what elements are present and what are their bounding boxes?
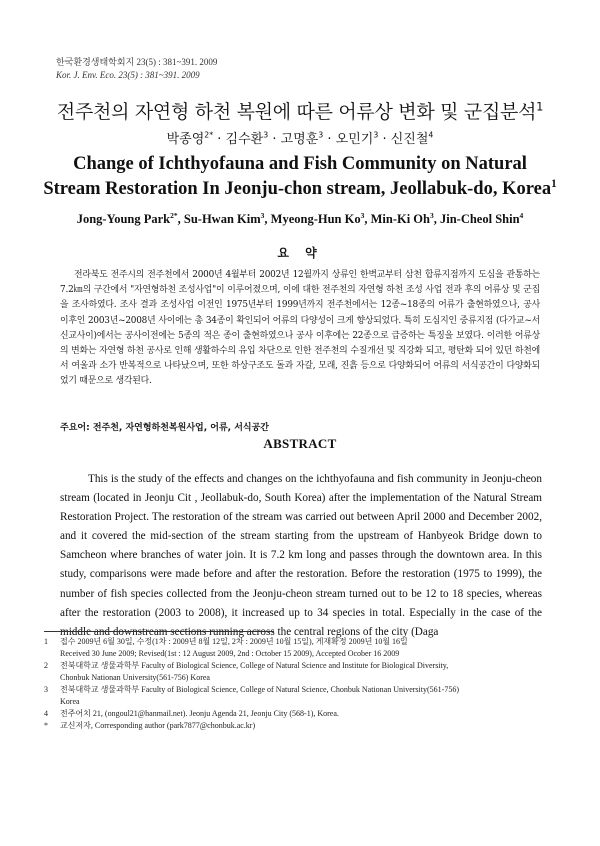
footnote (44, 708, 554, 720)
english-author-affiliation-mark: 2* (170, 210, 178, 220)
english-author-name: Myeong-Hun Ko (270, 212, 361, 226)
english-title-line-1: Change of Ichthyofauna and Fish Community on Natural (73, 154, 527, 174)
korean-title-footnote-mark: 1 (536, 99, 544, 114)
footnote-text (60, 720, 554, 732)
korean-author-name: 신진철 (390, 132, 429, 147)
english-author-affiliation-mark: 3 (260, 210, 265, 220)
footnote-line: 전북대학교 생물과학부 Faculty of Biological Science, College of Natural Science and Institute for Biological Diversity, (60, 661, 449, 670)
korean-authors (40, 128, 560, 147)
english-author-affiliation-mark: 3 (360, 210, 365, 220)
korean-author-name: 오민기 (335, 132, 374, 147)
korean-author-affiliation-mark: 4 (428, 130, 434, 140)
footnote-line: Korea (60, 697, 80, 706)
korean-author-name: 고명훈 (280, 132, 319, 147)
journal-citation-korean: 한국환경생태학회지 23(5) : 381~391. 2009 (56, 57, 218, 67)
korean-author-affiliation-mark: 2* (204, 130, 214, 140)
keywords (60, 420, 269, 433)
abstract-heading: ABSTRACT (263, 436, 337, 451)
footnote-line: Chonbuk Nationan University(561-756) Korea (60, 673, 210, 682)
footnote (44, 720, 554, 732)
english-title-footnote-mark: 1 (551, 177, 557, 190)
keywords-label: 주요어: (60, 423, 90, 433)
korean-author-affiliation-mark: 3 (263, 130, 269, 140)
english-author-separator: , (433, 212, 440, 226)
english-author-name: Su-Hwan Kim (183, 212, 261, 226)
keywords-text: 전주천, 자연형하천복원사업, 어류, 서식공간 (92, 423, 269, 433)
english-title (30, 152, 570, 202)
footnote (44, 660, 554, 684)
korean-author-name: 박종영 (166, 132, 205, 147)
footnote (44, 684, 554, 708)
korean-abstract-text: 전라북도 전주시의 전주천에서 2000년 4월부터 2002년 12월까지 상류인 한벽교부터 삼천 합류지점까지 도심을 관통하는 7.2㎞의 구간에서 "자연형하천 조성사업"이 이루어졌으며, 이에 대한 전주천의 자연형 하천 조성 사업 전과 후의 어류상 및 군집을 조사하였다. 조사 결과 조성사업 이전인 1975년부터 1999년까지 전주천에서는 12종~18종의 어류가 출현하였으나, 공사 이후인 2003년~2008년 사이에는 총 34종이 확인되어 어류의 다양성이 크게 향상되었다. 특히 도심지인 중류지점 (다가교~서신교사이)에서는 공사이전에는 5종의 적은 종이 출현하였으나 공사 이후에는 22종으로 급증하는 특징을 보였다. 이러한 어류상의 변화는 자연형 하천 공사로 인해 생활하수의 유입 차단으로 인한 전주천의 수질개선 및 직강화 되고, 평탄화 되어 있던 하천에서 여울과 소가 반복적으로 나타났으며, 또한 하상구조도 돌과 자갈, 모래, 진흙 등으로 다양화되어 어류의 서식공간이 다양화되었기 때문으로 생각된다. (60, 270, 540, 387)
english-title-line-2-text: Stream Restoration In Jeonju-chon stream, Jeollabuk-do, Korea (43, 179, 552, 199)
english-author-name: Jong-Young Park (76, 212, 171, 226)
english-abstract-text: This is the study of the effects and changes on the ichthyofauna and fish community in Jeonju-cheon stream (located in Jeonju Cit , Jeollabuk-do, South Korea) after the implementation of the Natural Stream Restoration Project. The restoration of the stream was carried out between April 2000 and December 2002, and it covered the mid-section of the stream starting from the upstream of Hanbyeok Bridge down to Samcheon where branches of water join. It is 7.2 km long and passes through the downtown area. In this study, comparisons were made before and after the restoration. Before the restoration (1975 to 1999), the number of fish species collected from the Jeonju-cheon stream turned out to be 12 to 18 species, whereas after the restoration (2003 to 2008), it increased up to 34 species in total. Especially in the case of the middle and downstream sections running across the central regions of the city (Daga (60, 473, 542, 638)
footnotes (44, 636, 554, 732)
korean-author-separator: · (378, 132, 391, 147)
english-author-separator: , (177, 212, 184, 226)
english-author-name: Min-Ki Oh (370, 212, 430, 226)
korean-author-separator: · (268, 132, 281, 147)
english-author-name: Jin-Cheol Shin (439, 212, 520, 226)
footnote-line: 전주어치 21, (ongoul21@hanmail.net). Jeonju Agenda 21, Jeonju City (568-1), Korea. (60, 709, 339, 718)
english-author-affiliation-mark: 3 (429, 210, 434, 220)
korean-abstract (60, 268, 540, 390)
english-author-affiliation-mark: 4 (519, 210, 524, 220)
footnote-text (60, 636, 554, 660)
footnote-mark: * (44, 721, 48, 730)
footnote-line: 교신저자, Corresponding author (park7877@chonbuk.ac.kr) (60, 721, 256, 730)
footnote-mark: 2 (44, 661, 48, 670)
footnote-line: Received 30 June 2009; Revised(1st : 12 August 2009, 2nd : October 15 2009), Accepted Ocober 16 2009 (60, 649, 400, 658)
korean-author-separator: · (213, 132, 226, 147)
footnote-text (60, 708, 554, 720)
english-authors (30, 212, 570, 227)
korean-author-affiliation-mark: 3 (318, 130, 324, 140)
korean-title-text: 전주천의 자연형 하천 복원에 따른 어류상 변화 및 군집분석 (56, 101, 537, 123)
journal-citation (56, 56, 217, 82)
korean-author-affiliation-mark: 3 (373, 130, 379, 140)
english-author-separator: , (364, 212, 371, 226)
footnote-text (60, 660, 554, 684)
footnote-mark: 1 (44, 637, 48, 646)
english-author-separator: , (264, 212, 271, 226)
korean-author-separator: · (323, 132, 336, 147)
footnote-line: 전북대학교 생물과학부 Faculty of Biological Science, College of Natural Science, Chonbuk Nationan University(561-756) (60, 685, 459, 694)
footnote-divider (44, 631, 274, 632)
english-title-line-2 (30, 177, 570, 202)
footnote-line: 접수 2009년 6월 30일, 수정(1차 : 2009년 8월 12일, 2차 : 2009년 10월 15일), 게재확정 2009년 10월 16일 (60, 637, 408, 646)
korean-abstract-heading: 요 약 (277, 246, 323, 260)
journal-citation-english: Kor. J. Env. Eco. 23(5) : 381~391. 2009 (56, 70, 200, 80)
korean-title (40, 97, 560, 124)
footnote (44, 636, 554, 660)
footnote-mark: 3 (44, 685, 48, 694)
footnote-text (60, 684, 554, 708)
english-abstract (60, 470, 542, 642)
footnote-mark: 4 (44, 709, 48, 718)
korean-author-name: 김수환 (225, 132, 264, 147)
